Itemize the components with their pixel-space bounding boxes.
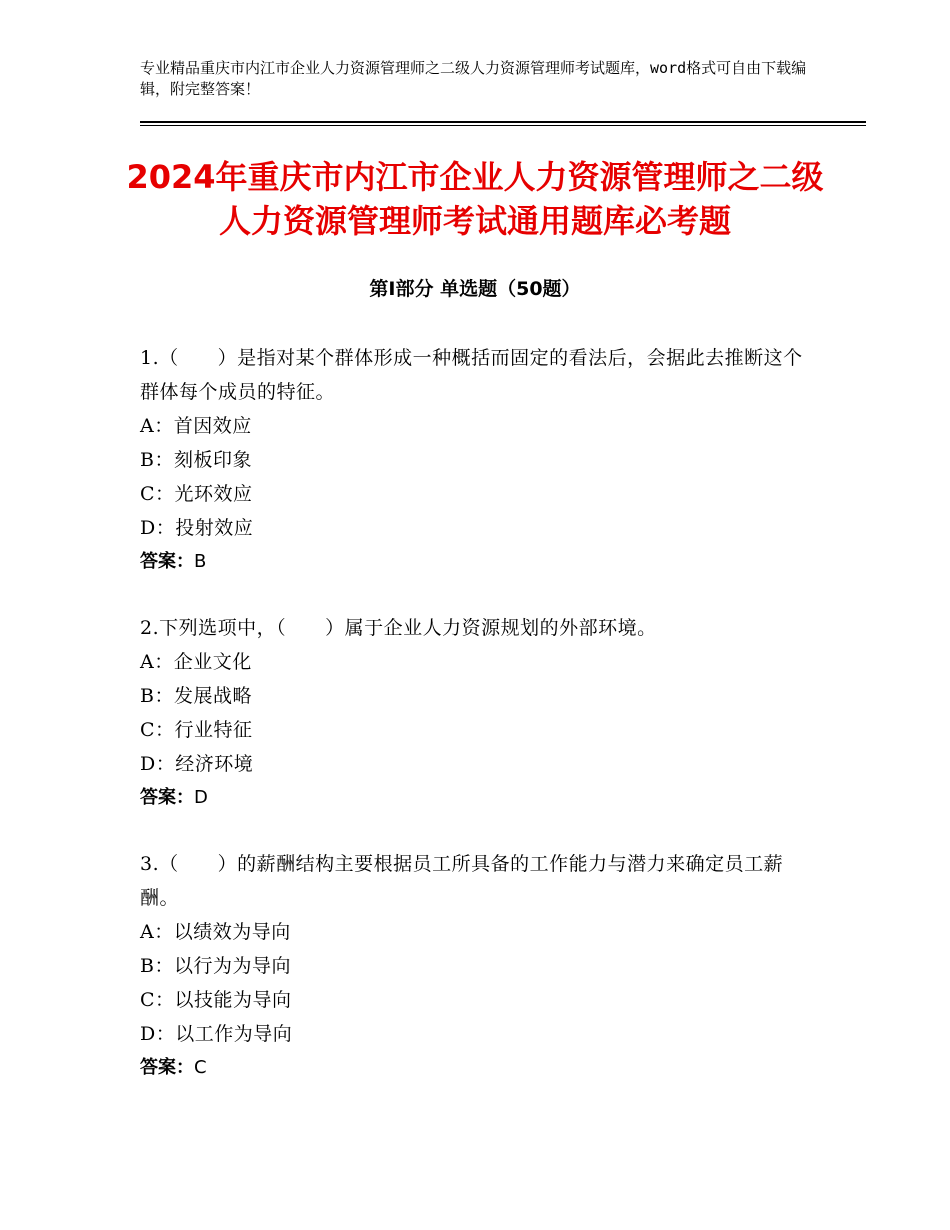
question-item xyxy=(140,611,810,815)
option-b: B：以行为为导向 xyxy=(140,955,291,977)
option-c: C：以技能为导向 xyxy=(140,989,292,1011)
question-list xyxy=(140,341,810,1117)
question-stem: 1.（ ）是指对某个群体形成一种概括而固定的看法后，会据此去推断这个群体每个成员的特征。 xyxy=(140,347,803,403)
answer-line xyxy=(140,781,810,815)
question-stem: 2.下列选项中，（ ）属于企业人力资源规划的外部环境。 xyxy=(140,617,657,639)
answer-value: D xyxy=(194,787,208,808)
option-d: D：以工作为导向 xyxy=(140,1023,293,1045)
option-c: C：行业特征 xyxy=(140,719,253,741)
header-divider-thick xyxy=(140,121,866,123)
answer-label: 答案： xyxy=(140,551,194,572)
header-note: 专业精品重庆市内江市企业人力资源管理师之二级人力资源管理师考试题库，word格式可自由下载编辑，附完整答案！ xyxy=(140,59,807,98)
option-c: C：光环效应 xyxy=(140,483,253,505)
question-item xyxy=(140,847,810,1085)
option-d: D：投射效应 xyxy=(140,517,254,539)
question-stem: 3.（ ）的薪酬结构主要根据员工所具备的工作能力与潜力来确定员工薪酬。 xyxy=(140,853,784,909)
answer-label: 答案： xyxy=(140,1057,194,1078)
answer-label: 答案： xyxy=(140,787,194,808)
header-divider xyxy=(140,121,866,126)
answer-value: B xyxy=(194,551,207,572)
header-divider-thin xyxy=(140,125,866,126)
option-d: D：经济环境 xyxy=(140,753,254,775)
option-a: A：以绩效为导向 xyxy=(140,921,291,943)
option-b: B：发展战略 xyxy=(140,685,252,707)
section-title: 第Ⅰ部分 单选题（50题） xyxy=(369,278,581,300)
option-a: A：首因效应 xyxy=(140,415,252,437)
option-a: A：企业文化 xyxy=(140,651,252,673)
document-title: 2024年重庆市内江市企业人力资源管理师之二级人力资源管理师考试通用题库必考题 xyxy=(126,158,824,240)
answer-line xyxy=(140,1051,810,1085)
question-item xyxy=(140,341,810,579)
answer-line xyxy=(140,545,810,579)
answer-value: C xyxy=(194,1057,207,1078)
option-b: B：刻板印象 xyxy=(140,449,252,471)
